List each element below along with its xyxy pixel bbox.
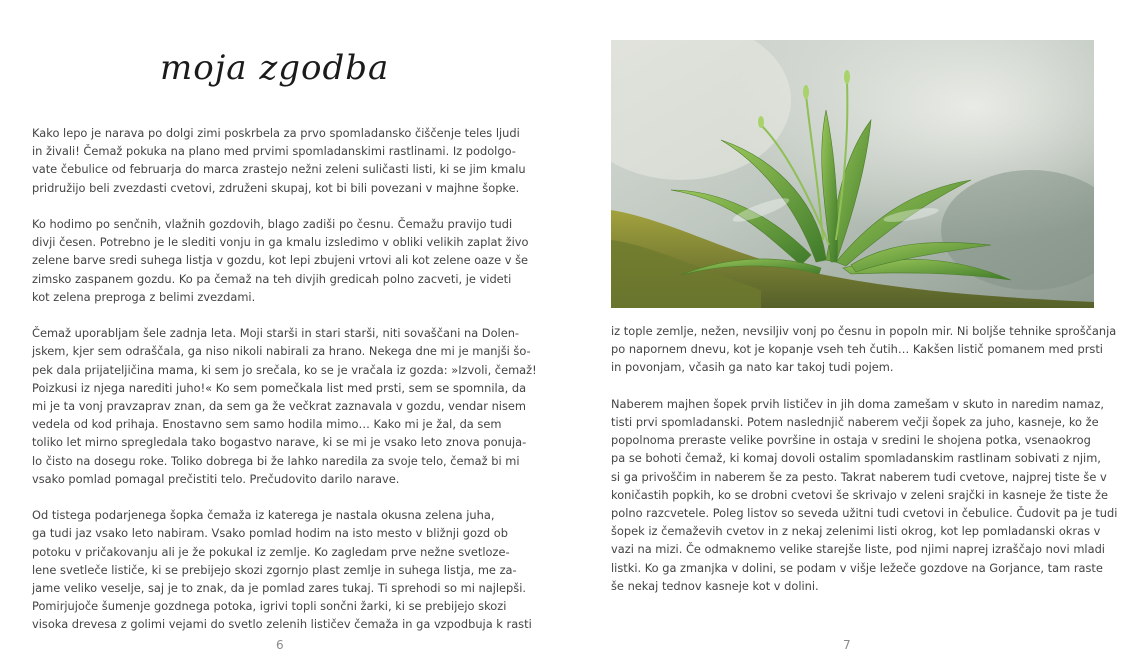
text-line: vate čebulice od februarja do marca zrastejo nežni zeleni suličasti listi, ki se jim kmalu: [32, 162, 526, 177]
text-line: zelene barve sredi suhega listja v gozdu, kot lepi zbujeni vrtovi ali kot zelene oaze v še: [32, 253, 529, 268]
paragraph: [32, 215, 529, 306]
page-number-left: 6: [276, 638, 284, 652]
text-line: jame veliko veselje, saj je to znak, da je pomlad zares tukaj. Ti sprehodi so mi najlepši.: [32, 581, 526, 596]
text-line: Od tistega podarjenega šopka čemaža iz katerega je nastala okusna zelena juha,: [32, 508, 495, 523]
text-line: Pomirjujoče šumenje gozdnega potoka, igrivi topli sončni žarki, ki se prebijejo skozi: [32, 599, 507, 614]
right-page: [566, 0, 1132, 672]
text-line: vazi na mizi. Če odmaknemo velike starejše liste, pod njimi naprej izraščajo novi mladi: [611, 542, 1105, 557]
text-line: koničastih popkih, ko se drobni cvetovi še skrivajo v zeleni srajčki in kasneje že tiste že: [611, 487, 1108, 502]
text-line: in živali! Čemaž pokuka na plano med prvimi spomladanskimi rastlinami. Iz podolgo-: [32, 144, 516, 159]
text-line: in povonjam, včasih ga nato kar takoj tudi pojem.: [611, 360, 894, 375]
paragraph: [611, 395, 1118, 595]
wild-garlic-photo: [611, 40, 1094, 308]
text-line: iz tople zemlje, nežen, nevsiljiv vonj po česnu in popoln mir. Ni boljše tehnike sproščanja: [611, 324, 1117, 338]
text-line: Čemaž uporabljam šele zadnja leta. Moji starši in stari starši, niti sovaščani na Dolen-: [32, 326, 520, 341]
text-line: še nekaj tednov kasneje kot v dolini.: [611, 578, 819, 593]
text-line: vedela od kod prihaja. Enostavno sem samo hodila mimo… Kako mi je žal, da sem: [32, 417, 502, 432]
text-line: polno razcvetele. Poleg listov so seveda užitni tudi cvetovi in čebulice. Čudovit pa je tudi: [611, 506, 1118, 521]
paragraph: [32, 324, 537, 488]
text-line: Poizkusi iz njega narediti juho!« Ko sem pomečkala list med prsti, sem se spomnila, da: [32, 380, 527, 395]
text-line: šopek iz čemaževih cvetov in z nekaj zelenimi listi okrog, kot lep pomladanski okras v: [611, 524, 1101, 539]
text-line: listki. Ko ga zmanjka v dolini, se podam v višje ležeče gozdove na Gorjance, tam raste: [611, 560, 1103, 575]
text-line: jskem, kjer sem odraščala, ga niso nikoli nabirali za hrano. Nekega dne mi je manjši šo-: [32, 344, 531, 359]
paragraph: [32, 506, 532, 633]
text-line: pridružijo beli zvezdasti cvetovi, združeni skupaj, kot bi bili povezani v majhne šopke.: [32, 180, 520, 195]
text-line: divji česen. Potrebno je le slediti vonju in ga kmalu izsledimo v obliki velikih zaplat živo: [32, 235, 529, 250]
text-line: pa se bohoti čemaž, ki komaj dovoli ostalim spomladanskim rastlinam sobivati z njim,: [611, 451, 1101, 466]
text-line: si ga privoščim in naberem še za pesto. Takrat naberem tudi cvetove, najprej tiste še v: [611, 469, 1107, 484]
left-text-column: [32, 124, 537, 652]
text-line: tisti prvi spomladanski. Potem naslednjič naberem večji šopek za juho, kasneje, ko že: [611, 415, 1099, 429]
text-line: ga tudi jaz vsako leto nabiram. Vsako pomlad hodim na isto mesto v bližnji gozd ob: [32, 526, 508, 541]
text-line: Ko hodimo po senčnih, vlažnih gozdovih, blago zadiši po česnu. Čemažu pravijo tudi: [32, 217, 513, 231]
text-line: zimsko zaspanem gozdu. Ko pa čemaž na teh divjih gredicah polno zacveti, je videti: [32, 271, 512, 286]
text-line: po napornem dnevu, kot je kopanje vseh teh čutih… Kakšen listič pomanem med prsti: [611, 342, 1103, 357]
text-line: Kako lepo je narava po dolgi zimi poskrbela za prvo spomladansko čiščenje teles ljudi: [32, 126, 520, 140]
text-line: lene svetleče lističe, ki se prebijejo skozi zgornjo plast zemlje in suhega listja, me za-: [32, 562, 517, 577]
text-line: lo čisto na dosegu roke. Toliko dobrega bi že lahko naredila za svoje telo, čemaž bi mi: [32, 453, 520, 468]
page-number-right: 7: [843, 638, 851, 652]
text-line: toliko let mirno spregledala tako bogastvo narave, ki se mi je vsako leto znova ponuja-: [32, 435, 527, 450]
text-line: mi je ta vonj pravzaprav znan, da sem ga že večkrat zaznavala v gozdu, vendar nisem: [32, 399, 526, 414]
text-line: potoku v pričakovanju ali je že pokukal iz zemlje. Ko zagledam prve nežne svetloze-: [32, 544, 510, 559]
text-line: Naberem majhen šopek prvih lističev in jih doma zamešam v skuto in naredim namaz,: [611, 396, 1104, 411]
page-title: moja zgodba: [160, 48, 390, 88]
right-text-column: [611, 322, 1118, 613]
text-line: visoka drevesa z golimi vejami do svetlo zelenih lističev čemaža in ga vzpodbuja k rasti: [32, 617, 532, 632]
paragraph: [32, 124, 526, 197]
wild-garlic-illustration: [611, 40, 1094, 308]
text-line: pek dala prijateljičina mama, ki sem jo srečala, ko se je vračala iz gozda: »Izvoli, čemaž!: [32, 362, 537, 377]
text-line: popolnoma preraste velike površine in ostaja v sredini le shojena potka, vsenaokrog: [611, 433, 1091, 448]
text-line: vsako pomlad pomagal prečistiti telo. Prečudovito darilo narave.: [32, 471, 400, 486]
paragraph: [611, 322, 1117, 377]
text-line: kot zelena preproga z belimi zvezdami.: [32, 289, 256, 304]
